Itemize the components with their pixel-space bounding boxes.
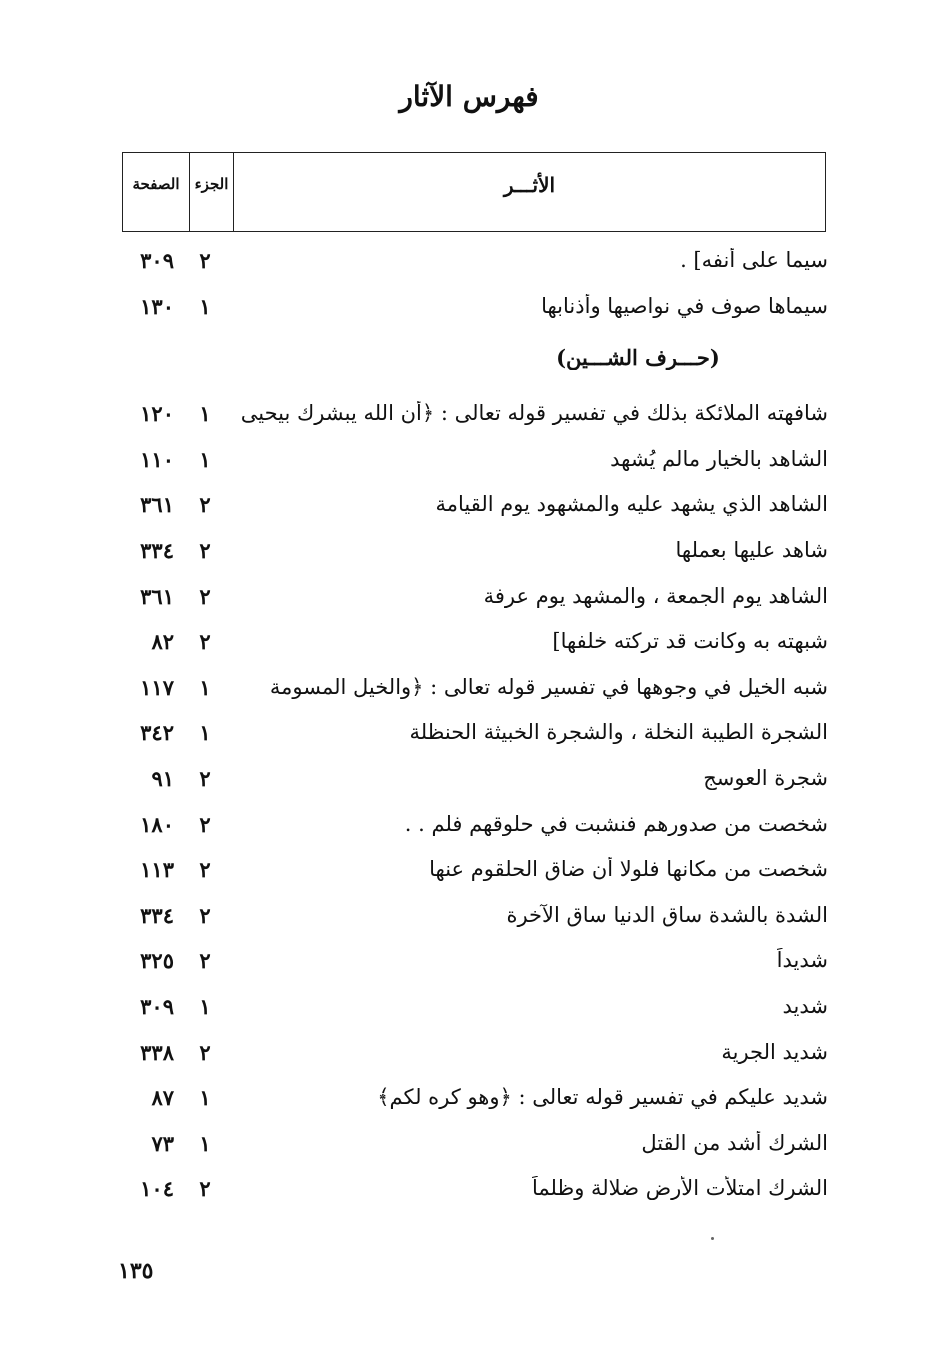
athar-text: شديداً <box>776 948 828 973</box>
index-row <box>0 1081 938 1127</box>
index-row <box>0 488 938 534</box>
index-row <box>0 397 938 443</box>
column-header-athar: الأثـــر <box>233 153 825 231</box>
athar-text: الشرك امتلأت الأرض ضلالة وظلماً <box>532 1176 828 1201</box>
athar-text: شاهد عليها بعملها <box>675 537 828 562</box>
juz-number: ٢ <box>199 811 211 837</box>
page-number: ٣٣٨ <box>140 1039 174 1065</box>
index-row <box>0 671 938 717</box>
page-number: ٣٢٥ <box>140 948 174 974</box>
athar-text: شافهته الملائكة بذلك في تفسير قوله تعالى : ﴿أن الله يبشرك بيحيى <box>240 401 828 426</box>
index-row <box>0 853 938 899</box>
footer-page-number: ١٣٥ <box>118 1258 154 1284</box>
athar-text: شبه الخيل في وجوهها في تفسير قوله تعالى : ﴿والخيل المسومة <box>269 674 828 699</box>
athar-text: الشرك أشد من القتل <box>641 1130 828 1155</box>
page-number: ٣٠٩ <box>140 248 174 273</box>
athar-text: سيماها صوف في نواصيها وأذنابها <box>541 293 828 318</box>
athar-text: الشاهد الذي يشهد عليه والمشهود يوم القيامة <box>435 492 828 517</box>
index-row <box>0 808 938 854</box>
athar-text: شبهته به وكانت قد تركته خلفها] <box>552 629 828 654</box>
index-row <box>0 625 938 671</box>
page-number: ١٢٠ <box>140 401 174 427</box>
juz-number: ٢ <box>199 857 211 883</box>
athar-text: شديد <box>782 993 828 1018</box>
page-number: ١٣٠ <box>140 293 174 319</box>
page-title: فهرس الآثار <box>399 80 539 113</box>
juz-number: ٢ <box>199 948 211 974</box>
page-number: ٣٦١ <box>140 492 174 518</box>
juz-number: ٢ <box>199 537 211 563</box>
juz-number: ٢ <box>199 1039 211 1065</box>
column-header-juz: الجزء <box>189 153 233 231</box>
juz-number: ١ <box>199 720 211 746</box>
index-row <box>0 990 938 1036</box>
juz-number: ١ <box>199 674 211 700</box>
index-row <box>0 716 938 762</box>
index-entries <box>0 244 938 1218</box>
juz-number: ٢ <box>199 629 211 655</box>
juz-number: ٢ <box>199 583 211 609</box>
juz-number: ٢ <box>199 492 211 518</box>
index-row <box>0 290 938 336</box>
page-number: ١١٠ <box>140 446 174 472</box>
section-heading-row <box>0 335 938 397</box>
athar-text: سيما على أنفه] . <box>680 248 828 272</box>
athar-text: شجرة العوسج <box>703 765 828 790</box>
athar-text: الشدة بالشدة ساق الدنيا ساق الآخرة <box>506 902 828 927</box>
stray-dot <box>711 1237 714 1240</box>
juz-number: ١ <box>199 1085 211 1111</box>
index-row <box>0 944 938 990</box>
juz-number: ٢ <box>199 1176 211 1202</box>
page-number: ٨٧ <box>151 1085 174 1111</box>
page-number: ١١٧ <box>140 674 174 700</box>
index-row <box>0 534 938 580</box>
juz-number: ٢ <box>199 902 211 928</box>
page-number: ٣٣٤ <box>140 537 174 563</box>
page-number: ٩١ <box>151 765 174 791</box>
athar-text: شديد عليكم في تفسير قوله تعالى : ﴿وهو كره لكم﴾ <box>377 1085 828 1110</box>
column-header-page: الصفحة <box>132 175 180 193</box>
page-number: ٨٢ <box>151 629 174 655</box>
juz-number: ١ <box>199 293 211 319</box>
page-number: ٣٠٩ <box>140 993 174 1019</box>
index-row <box>0 1172 938 1218</box>
page-number: ١٨٠ <box>140 811 174 837</box>
juz-number: ١ <box>199 446 211 472</box>
page-number: ٣٣٤ <box>140 902 174 928</box>
page-number: ٣٦١ <box>140 583 174 609</box>
page-number: ١١٣ <box>140 857 174 883</box>
athar-text: شديد الجرية <box>721 1039 828 1064</box>
page-number: ٧٣ <box>151 1130 174 1156</box>
table-header <box>122 152 826 232</box>
athar-text: الشجرة الطيبة النخلة ، والشجرة الخبيثة الحنظلة <box>409 720 828 745</box>
section-heading: (حـــرف الشـــين) <box>556 345 720 371</box>
index-row <box>0 762 938 808</box>
index-row <box>0 1127 938 1173</box>
page-number: ١٠٤ <box>140 1176 174 1202</box>
index-row <box>0 1036 938 1082</box>
juz-number: ١ <box>199 1130 211 1156</box>
juz-number: ٢ <box>199 765 211 791</box>
juz-number: ١ <box>199 993 211 1019</box>
page-number: ٣٤٢ <box>140 720 174 746</box>
athar-text: الشاهد يوم الجمعة ، والمشهد يوم عرفة <box>483 583 828 608</box>
index-row <box>0 580 938 626</box>
athar-text: شخصت من صدورهم فنشبت في حلوقهم فلم . . <box>404 811 828 836</box>
index-row <box>0 244 938 290</box>
index-row <box>0 899 938 945</box>
index-row <box>0 443 938 489</box>
juz-number: ١ <box>199 401 211 427</box>
athar-text: شخصت من مكانها فلولا أن ضاق الحلقوم عنها <box>429 857 828 882</box>
athar-text: الشاهد بالخيار مالم يُشهد <box>610 446 828 471</box>
juz-number: ٢ <box>199 248 211 273</box>
